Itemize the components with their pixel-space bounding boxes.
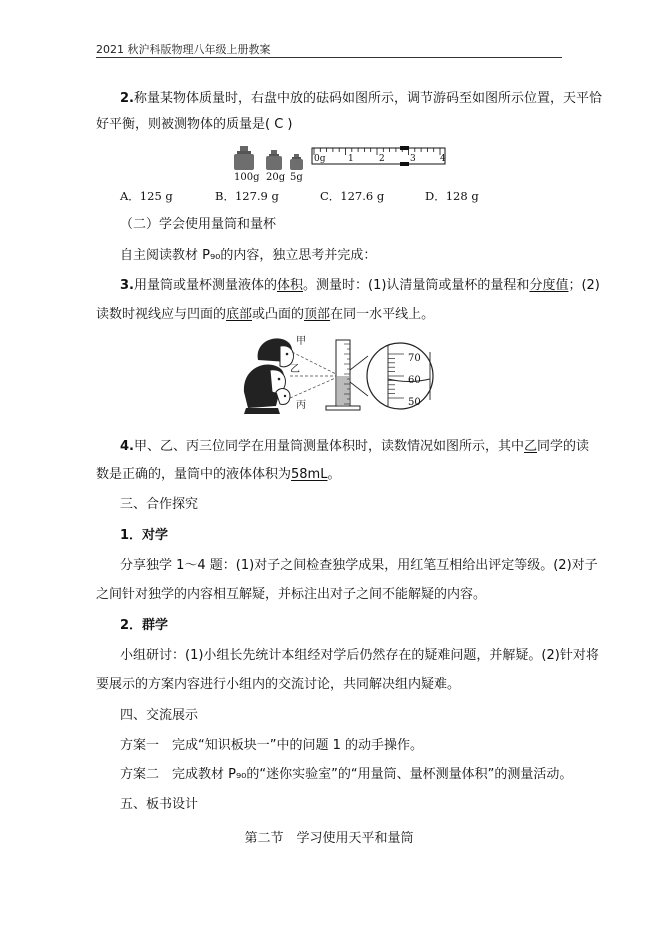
q3-number: 3. — [120, 278, 134, 293]
duixue-title: 1．对学 — [120, 528, 169, 543]
q4-answer-student: 乙 — [524, 439, 538, 454]
label-jia: 甲 — [296, 336, 306, 347]
q3-answer-volume: 体积 — [277, 278, 304, 293]
q3-text1: 用量筒或量杯测量液体的 — [133, 278, 277, 293]
q3-text3: ；(2) — [568, 278, 600, 293]
q4-line1 — [120, 439, 589, 455]
section5-title: 五、板书设计 — [120, 797, 199, 812]
q2-text2: 好平衡，则被测物体的质量是 — [96, 117, 266, 132]
cylinder-reading-figure — [240, 332, 435, 414]
q3-text2: 。测量时：(1)认清量筒或量杯的量程和 — [303, 278, 530, 293]
magnifier-circle — [367, 343, 433, 409]
q4-number: 4. — [120, 439, 134, 454]
q3-line2 — [96, 307, 434, 323]
q4-line2 — [96, 467, 340, 483]
qunxue-title: 2．群学 — [120, 618, 169, 633]
q3-answer-top: 顶部 — [304, 307, 331, 322]
header-divider — [96, 57, 562, 58]
rider-ruler — [312, 146, 446, 166]
q3-text6: 在同一水平线上。 — [330, 307, 435, 322]
plan1-text: 方案一 完成“知识板块一”中的问题 1 的动手操作。 — [120, 738, 424, 753]
q4-text2: 同学的读 — [537, 439, 590, 454]
q2-option-a: A．125 g — [120, 189, 173, 203]
q2-option-b: B．127.9 g — [215, 189, 279, 203]
duixue-line2: 之间针对独学的内容相互解疑，并标注出对子之间不能解疑的内容。 — [96, 587, 487, 602]
qunxue-line1: 小组研讨：(1)小组长先统计本组经对学后仍然存在的疑难问题，并解疑。(2)针对将 — [120, 648, 599, 663]
qunxue-line2: 要展示的方案内容进行小组内的交流讨论，共同解决组内疑难。 — [96, 677, 461, 692]
q3-answer-division: 分度值 — [529, 278, 569, 293]
q2-number: 2. — [120, 91, 134, 106]
weights-ruler-figure — [230, 140, 460, 182]
graduated-cylinder — [326, 340, 360, 410]
scale-label-50: 50 — [408, 397, 421, 408]
label-bing: 丙 — [296, 400, 306, 411]
q3-line1 — [120, 278, 600, 294]
duixue-line1: 分享独学 1～4 题：(1)对子之间检查独学成果，用红笔互相给出评定等级。(2)对子 — [120, 558, 598, 573]
q2-answer: ( C ) — [265, 117, 293, 132]
rider-top — [400, 146, 409, 150]
q2-option-c: C．127.6 g — [320, 189, 385, 203]
ruler-label-1: 1 — [348, 154, 354, 164]
section4-title: 四、交流展示 — [120, 708, 199, 723]
ruler-label-2: 2 — [379, 154, 385, 164]
zoom-connector — [350, 356, 368, 396]
q4-answer-volume: 58mL — [291, 467, 328, 482]
rider-bottom — [400, 162, 409, 166]
weight-label-100g: 100g — [234, 172, 260, 182]
weight-20g — [266, 150, 286, 182]
student-bottom — [276, 389, 290, 405]
q4-text1: 甲、乙、丙三位同学在用量筒测量体积时，读数情况如图所示，其中 — [133, 439, 524, 454]
q3-answer-bottom: 底部 — [226, 307, 253, 322]
weight-5g — [290, 154, 303, 182]
label-yi: 乙 — [290, 364, 300, 375]
weight-label-5g: 5g — [290, 172, 303, 182]
ruler-label-4: 4 — [440, 154, 446, 164]
weight-100g — [234, 146, 260, 182]
page-header: 2021 秋沪科版物理八年级上册教案 — [96, 43, 271, 56]
scale-label-70: 70 — [408, 353, 421, 364]
q2-line1 — [120, 91, 602, 107]
q2-text1: 称量某物体质量时，右盘中放的砝码如图所示，调节游码至如图所示位置，天平恰 — [133, 91, 602, 106]
plan2-text: 方案二 完成教材 P₉₀的“迷你实验室”的“用量筒、量杯测量体积”的测量活动。 — [120, 767, 573, 782]
ruler-label-3: 3 — [410, 154, 416, 164]
q3-text4: 读数时视线应与凹面的 — [96, 307, 227, 322]
q4-text3: 数是正确的，量筒中的液体体积为 — [96, 467, 292, 482]
sight-lines — [290, 352, 340, 398]
q2-line2 — [96, 117, 293, 133]
self-study-text: 自主阅读教材 P₉₀的内容，独立思考并完成： — [120, 248, 377, 263]
student-top — [258, 338, 294, 366]
ruler-label-0g: 0g — [314, 154, 326, 164]
q3-text5: 或凸面的 — [252, 307, 305, 322]
q2-option-d: D．128 g — [425, 189, 479, 203]
weight-label-20g: 20g — [266, 172, 286, 182]
section-b-title: （二）学会使用量筒和量杯 — [120, 217, 277, 232]
scale-label-60: 60 — [408, 375, 421, 386]
q4-text4: 。 — [327, 467, 341, 482]
board-title: 第二节 学习使用天平和量筒 — [244, 831, 414, 846]
section3-title: 三、合作探究 — [120, 497, 199, 512]
